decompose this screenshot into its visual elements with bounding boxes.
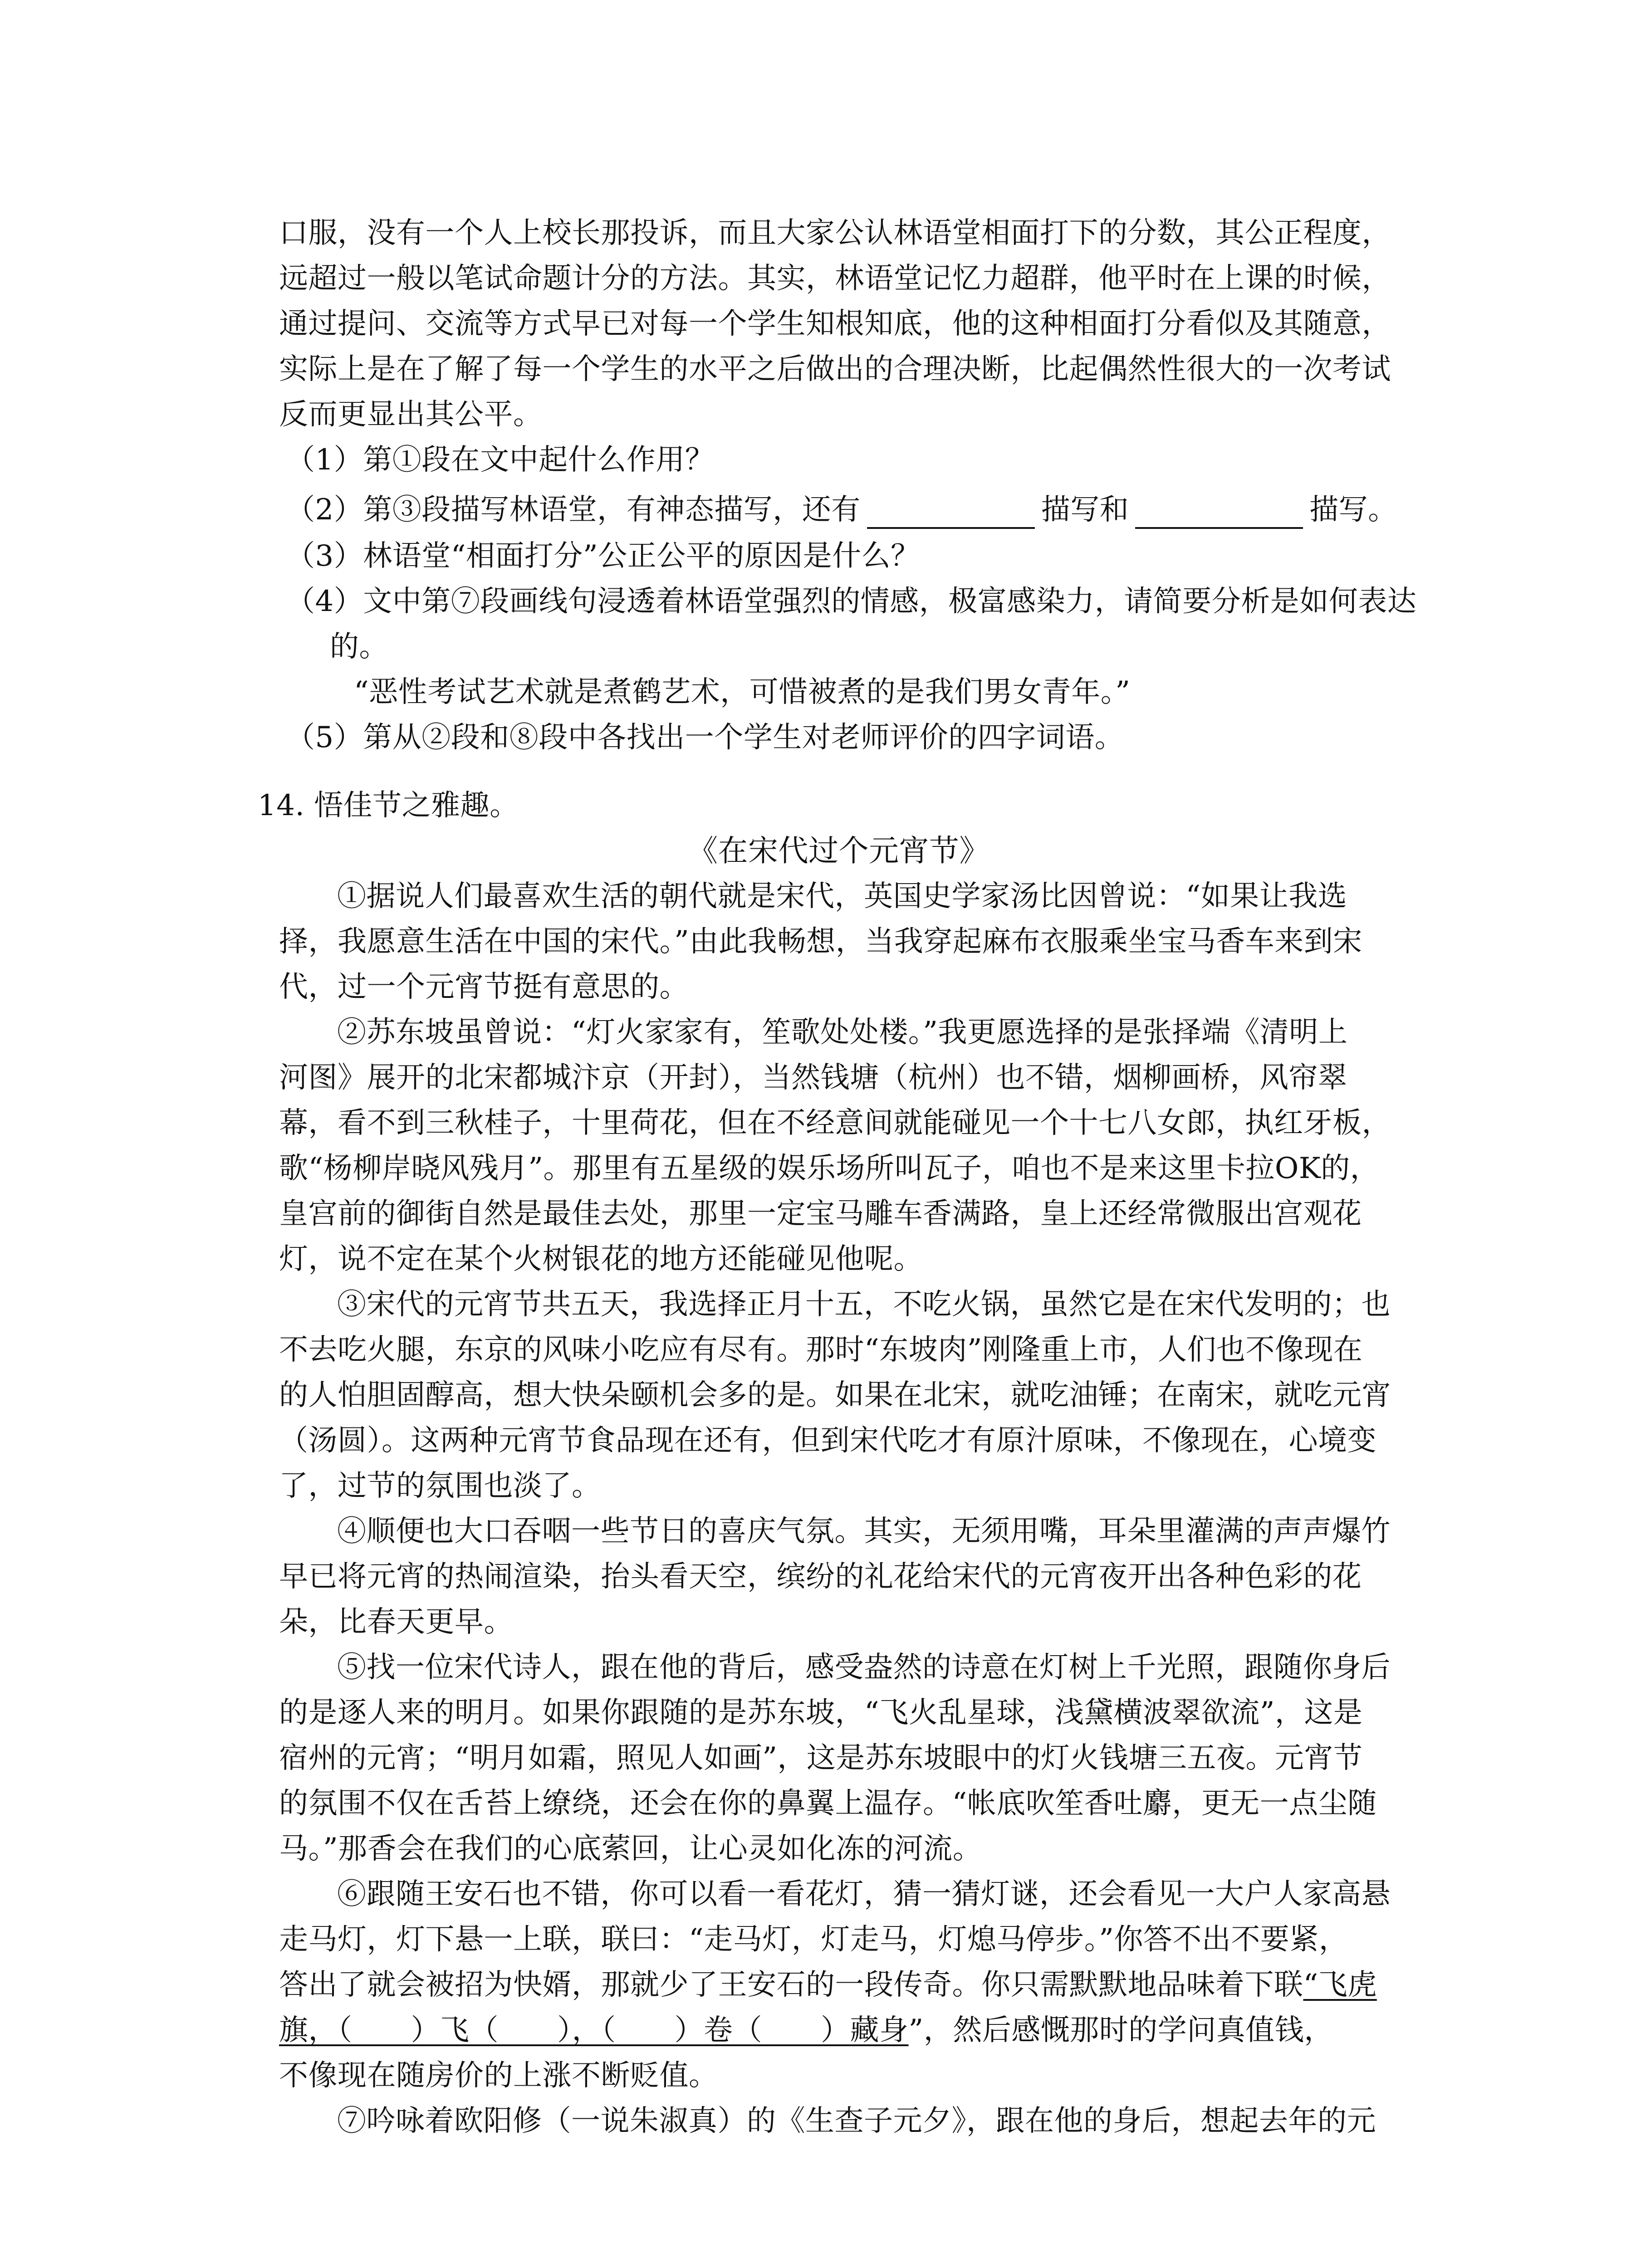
underlined-couplet: “飞虎 — [1303, 1968, 1377, 2002]
text-line: 幕，看不到三秋桂子，十里荷花，但在不经意间就能碰见一个十七八女郎，执红牙板， — [279, 1106, 1391, 1140]
question-5: （5）第从②段和⑧段中各找出一个学生对老师评价的四字词语。 — [286, 721, 1124, 754]
text-line — [279, 2011, 1333, 2049]
underlined-couplet: 旗，（ ）飞（ ），（ ）卷（ ）藏身 — [279, 2014, 909, 2047]
question-3: （3）林语堂“相面打分”公正公平的原因是什么？ — [286, 539, 920, 573]
text-line: 代，过一个元宵节挺有意思的。 — [279, 970, 689, 1004]
text-line: ⑥跟随王安石也不错，你可以看一看花灯，猜一猜灯谜，还会看见一大户人家高悬 — [337, 1877, 1391, 1911]
text-line: 马。”那香会在我们的心底萦回，让心灵如化冻的河流。 — [279, 1832, 982, 1866]
article-title: 《在宋代过个元宵节》 — [688, 833, 989, 868]
question-2-prefix: （2）第③段描写林语堂，有神态描写，还有 — [286, 493, 861, 527]
question-2-suffix: 描写。 — [1309, 493, 1397, 527]
text-line: 的人怕胆固醇高，想大快朵颐机会多的是。如果在北宋，就吃油锤；在南宋，就吃元宵 — [279, 1378, 1391, 1412]
question-14-heading: 14. 悟佳节之雅趣。 — [258, 789, 519, 822]
text-line: 的氛围不仅在舌苔上缭绕，还会在你的鼻翼上温存。“帐底吹笙香吐麝，更无一点尘随 — [279, 1787, 1377, 1820]
text-line: ⑦吟咏着欧阳修（一说朱淑真）的《生查子元夕》，跟在他的身后，想起去年的元 — [337, 2104, 1376, 2138]
text-line: 实际上是在了解了每一个学生的水平之后做出的合理决断，比起偶然性很大的一次考试 — [279, 352, 1391, 386]
text-line: 宿州的元宵；“明月如霜，照见人如画”，这是苏东坡眼中的灯火钱塘三五夜。元宵节 — [279, 1741, 1363, 1775]
text-line: 了，过节的氛围也淡了。 — [279, 1469, 601, 1503]
text-line: 口服，没有一个人上校长那投诉，而且大家公认林语堂相面打下的分数，其公正程度， — [279, 216, 1391, 250]
text-segment: 答出了就会被招为快婿，那就少了王安石的一段传奇。你只需默默地品味着下联 — [279, 1968, 1303, 2002]
text-line: 通过提问、交流等方式早已对每一个学生知根知底，他的这种相面打分看似及其随意， — [279, 307, 1391, 341]
question-2-mid: 描写和 — [1041, 493, 1129, 527]
text-line: 不去吃火腿，东京的风味小吃应有尽有。那时“东坡肉”刚隆重上市，人们也不像现在 — [279, 1333, 1363, 1367]
text-segment: ”，然后感慨那时的学问真值钱， — [908, 2014, 1333, 2047]
text-line: 择，我愿意生活在中国的宋代。”由此我畅想，当我穿起麻布衣服乘坐宝马香车来到宋 — [279, 925, 1362, 958]
text-line: 早已将元宵的热闹渲染，抬头看天空，缤纷的礼花给宋代的元宵夜开出各种色彩的花 — [279, 1560, 1362, 1593]
text-line: 灯，说不定在某个火树银花的地方还能碰见他呢。 — [279, 1242, 923, 1276]
question-2 — [286, 489, 1397, 529]
text-line: ③宋代的元宵节共五天，我选择正月十五，不吃火锅，虽然它是在宋代发明的；也 — [337, 1288, 1391, 1321]
text-line: 皇宫前的御街自然是最佳去处，那里一定宝马雕车香满路，皇上还经常微服出宫观花 — [279, 1197, 1362, 1231]
text-line: 反而更显出其公平。 — [279, 398, 543, 431]
text-line: ⑤找一位宋代诗人，跟在他的背后，感受盎然的诗意在灯树上千光照，跟随你身后 — [337, 1651, 1391, 1684]
answer-blank-1[interactable] — [867, 489, 1035, 529]
answer-blank-2[interactable] — [1135, 489, 1303, 529]
question-1: （1）第①段在文中起什么作用？ — [286, 443, 715, 477]
text-line: 朵，比春天更早。 — [279, 1605, 513, 1639]
question-4-quote: “恶性考试艺术就是煮鹤艺术，可惜被煮的是我们男女青年。” — [354, 675, 1131, 709]
text-line: ④顺便也大口吞咽一些节日的喜庆气氛。其实，无须用嘴，耳朵里灌满的声声爆竹 — [337, 1515, 1391, 1548]
question-4-cont: 的。 — [330, 630, 388, 664]
text-line: ①据说人们最喜欢生活的朝代就是宋代，英国史学家汤比因曾说：“如果让我选 — [337, 880, 1347, 913]
text-line: ②苏东坡虽曾说：“灯火家家有，笙歌处处楼。”我更愿选择的是张择端《清明上 — [337, 1016, 1348, 1049]
text-line: 远超过一般以笔试命题计分的方法。其实，林语堂记忆力超群，他平时在上课的时候， — [279, 262, 1391, 295]
text-line: 的是逐人来的明月。如果你跟随的是苏东坡，“飞火乱星球，浅黛横波翠欲流”，这是 — [279, 1696, 1363, 1730]
text-line: 河图》展开的北宋都城汴京（开封），当然钱塘（杭州）也不错，烟柳画桥，风帘翠 — [279, 1061, 1347, 1095]
text-line: 歌“杨柳岸晓风残月”。那里有五星级的娱乐场所叫瓦子，咱也不是来这里卡拉OK的， — [279, 1152, 1380, 1185]
question-4: （4）文中第⑦段画线句浸透着林语堂强烈的情感，极富感染力，请简要分析是如何表达 — [286, 585, 1417, 618]
text-line — [279, 1966, 1377, 2004]
text-line: 不像现在随房价的上涨不断贬值。 — [279, 2059, 718, 2092]
text-line: （汤圆）。这两种元宵节食品现在还有，但到宋代吃才有原汁原味，不像现在，心境变 — [279, 1424, 1376, 1457]
text-line: 走马灯，灯下悬一上联，联曰：“走马灯，灯走马，灯熄马停步。”你答不出不要紧， — [279, 1923, 1348, 1956]
